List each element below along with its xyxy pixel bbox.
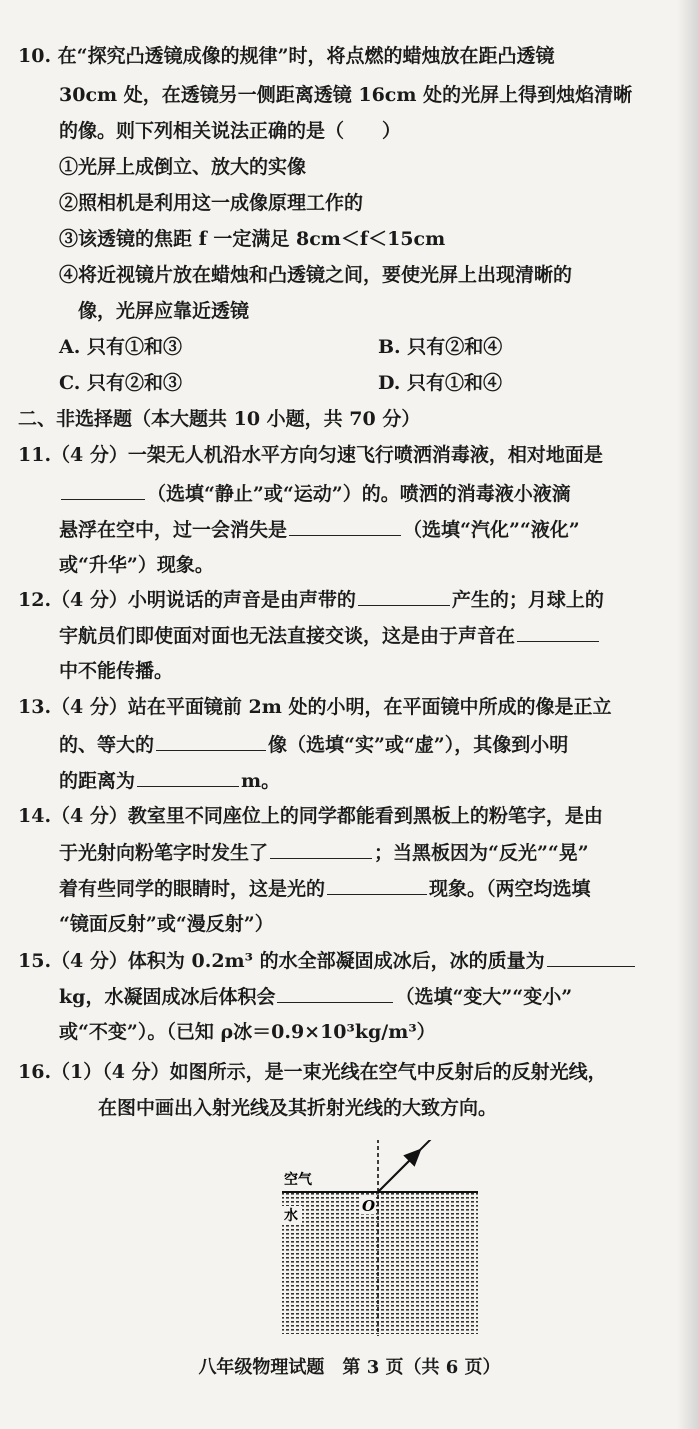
q12-line-1: 12.（4 分）小明说话的声音是由声带的 产生的；月球上的 [18, 589, 604, 611]
q15-line-3: 或“不变”）。（已知 ρ冰＝0.9×10³kg/m³） [59, 1021, 436, 1043]
q15-line-1: 15.（4 分）体积为 0.2m³ 的水全部凝固成冰后，冰的质量为 [18, 948, 699, 973]
reflected-ray [378, 1140, 458, 1192]
q14-blank-2[interactable] [327, 876, 427, 895]
q12-line-3: 中不能传播。 [59, 660, 174, 682]
q13-blank-2[interactable] [137, 768, 239, 787]
q10-option-a: A. 只有①和③ [59, 336, 182, 358]
q10-line-1: 10. 在“探究凸透镜成像的规律”时，将点燃的蜡烛放在距凸透镜 [18, 45, 555, 67]
q15-line-2: kg，水凝固成冰后体积会 （选填“变大”“变小” [59, 986, 573, 1008]
q11-line-4: 或“升华”）现象。 [59, 554, 214, 576]
q14-line-2: 于光射向粉笔字时发生了 ；当黑板因为“反光”“晃” [59, 842, 589, 864]
page-edge-shadow [677, 0, 699, 1429]
q14-line-3: 着有些同学的眼睛时，这是光的 现象。（两空均选填 [59, 878, 591, 900]
q10-statement-2: ②照相机是利用这一成像原理工作的 [59, 192, 364, 214]
q16-line-1: 16.（1）（4 分）如图所示，是一束光线在空气中反射后的反射光线， [18, 1061, 607, 1083]
water-region [282, 1192, 478, 1334]
q10-option-b: B. 只有②和④ [378, 336, 503, 358]
q11-line-1: 11.（4 分）一架无人机沿水平方向匀速飞行喷洒消毒液，相对地面是 [18, 444, 603, 466]
q11-blank-2[interactable] [289, 517, 401, 536]
q13-line-1: 13.（4 分）站在平面镜前 2m 处的小明，在平面镜中所成的像是正立 [18, 696, 612, 718]
section-2-heading: 二、非选择题（本大题共 10 小题，共 70 分） [18, 408, 421, 430]
q10-statement-4b: 像，光屏应靠近透镜 [78, 300, 250, 322]
q13-line-3: 的距离为 m。 [59, 770, 281, 792]
q10-line-2: 30cm 处，在透镜另一侧距离透镜 16cm 处的光屏上得到烛焰清晰 [59, 84, 633, 106]
q14-blank-1[interactable] [270, 840, 372, 859]
q10-statement-4a: ④将近视镜片放在蜡烛和凸透镜之间，要使光屏上出现清晰的 [59, 264, 573, 286]
q12-line-2: 宇航员们即使面对面也无法直接交谈，这是由于声音在 [59, 623, 699, 648]
q15-blank-1[interactable] [547, 948, 635, 967]
q11-line-2: （选填“静止”或“运动”）的。喷洒的消毒液小液滴 [59, 481, 699, 506]
q11-blank-1[interactable] [61, 481, 145, 500]
q14-line-1: 14.（4 分）教室里不同座位上的同学都能看到黑板上的粉笔字，是由 [18, 805, 603, 827]
q10-line-3: 的像。则下列相关说法正确的是（ ） [59, 120, 402, 142]
q10-statement-1: ①光屏上成倒立、放大的实像 [59, 156, 307, 178]
q11-line-3: 悬浮在空中，过一会消失是 （选填“汽化”“液化” [59, 519, 580, 541]
ray-arrow-icon [378, 1154, 416, 1192]
q13-blank-1[interactable] [156, 732, 266, 751]
optics-figure[interactable] [270, 1140, 500, 1340]
q10-option-d: D. 只有①和④ [378, 372, 503, 394]
q15-blank-2[interactable] [277, 984, 393, 1003]
q10-option-c: C. 只有②和③ [59, 372, 183, 394]
q13-line-2: 的、等大的 像（选填“实”或“虚”），其像到小明 [59, 734, 569, 756]
page-footer: 八年级物理试题 第 3 页（共 6 页） [198, 1357, 501, 1378]
q16-line-2: 在图中画出入射光线及其折射光线的大致方向。 [98, 1097, 498, 1119]
point-o-label: O [362, 1197, 376, 1215]
q10-statement-3: ③该透镜的焦距 f 一定满足 8cm＜f＜15cm [59, 228, 446, 250]
q14-line-4: “镜面反射”或“漫反射”） [59, 913, 274, 935]
air-label: 空气 [284, 1172, 312, 1188]
q12-blank-2[interactable] [517, 623, 599, 642]
q12-blank-1[interactable] [358, 587, 450, 606]
water-label: 水 [284, 1208, 298, 1224]
